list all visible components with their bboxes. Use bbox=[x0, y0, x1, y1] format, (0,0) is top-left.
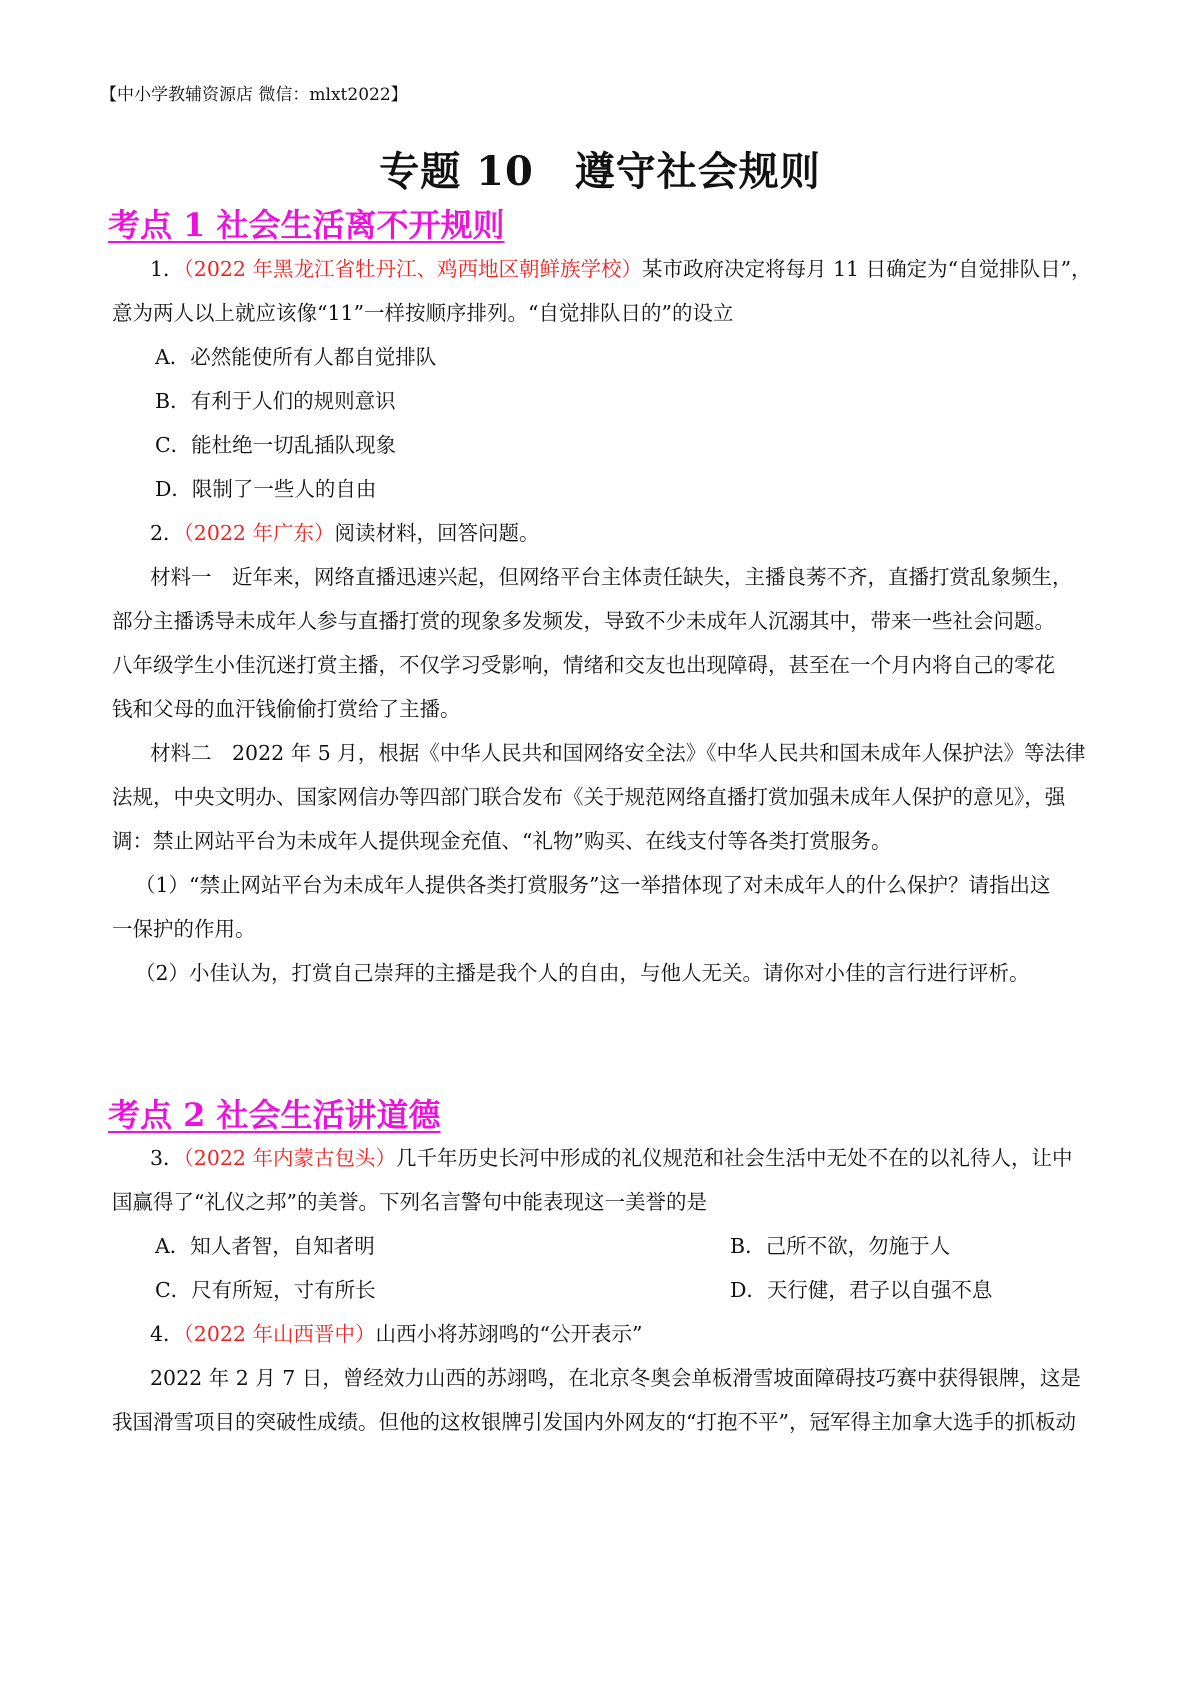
option-a: A．必然能使所有人都自觉排队 bbox=[155, 345, 437, 369]
question-4-paragraph: 2022 年 2 月 7 日，曾经效力山西的苏翊鸣，在北京冬奥会单板滑雪坡面障碍技巧赛中获得银牌，这是 bbox=[150, 1366, 1081, 1390]
option-a: A．知人者智，自知者明 bbox=[155, 1234, 375, 1258]
question-source: （2022 年山西晋中） bbox=[183, 1322, 376, 1346]
question-number: 4． bbox=[150, 1322, 184, 1346]
option-row bbox=[155, 1232, 1150, 1260]
material-2-line: 法规，中央文明办、国家网信办等四部门联合发布《关于规范网络直播打赏加强未成年人保护的意见》，强 bbox=[112, 785, 1066, 809]
question-2-line-1 bbox=[150, 519, 1105, 547]
question-stem: 山西小将苏翊鸣的“公开表示” bbox=[375, 1322, 643, 1346]
material-1-line: 部分主播诱导未成年人参与直播打赏的现象多发频发，导致不少未成年人沉溺其中，带来一些社会问题。 bbox=[112, 609, 1055, 633]
material-2-line: 调：禁止网站平台为未成年人提供现金充值、“礼物”购买、在线支付等各类打赏服务。 bbox=[112, 829, 892, 853]
question-stem: 阅读材料，回答问题。 bbox=[334, 521, 540, 545]
question-1-line-2: 意为两人以上就应该像“11”一样按顺序排列。“自觉排队日的”的设立 bbox=[112, 301, 734, 325]
material-1-line: 钱和父母的血汗钱偷偷打赏给了主播。 bbox=[112, 697, 461, 721]
option-c: C．尺有所短，寸有所长 bbox=[155, 1278, 376, 1302]
header-watermark: 【中小学教辅资源店 微信：mlxt2022】 bbox=[100, 85, 408, 105]
option-d: D．天行健，君子以自强不息 bbox=[730, 1278, 993, 1302]
sub-question-1-cont: 一保护的作用。 bbox=[112, 917, 256, 941]
material-2-line: 材料二 2022 年 5 月，根据《中华人民共和国网络安全法》《中华人民共和国未成年人保护法》等法律 bbox=[150, 741, 1086, 765]
option-row bbox=[155, 1276, 1150, 1304]
question-source: （2022 年黑龙江省牡丹江、鸡西地区朝鲜族学校） bbox=[183, 257, 642, 281]
question-1-line-1 bbox=[150, 255, 1105, 283]
option-b: B．己所不欲，勿施于人 bbox=[730, 1234, 951, 1258]
option-d: D．限制了一些人的自由 bbox=[155, 477, 377, 501]
section-heading-1: 考点 1 社会生活离不开规则 bbox=[108, 206, 505, 244]
option-b: B．有利于人们的规则意识 bbox=[155, 389, 396, 413]
question-4-paragraph: 我国滑雪项目的突破性成绩。但他的这枚银牌引发国内外网友的“打抱不平”，冠军得主加拿大选手的抓板动 bbox=[112, 1410, 1076, 1434]
section-heading-2: 考点 2 社会生活讲道德 bbox=[108, 1096, 441, 1134]
question-3-line-1 bbox=[150, 1144, 1105, 1172]
sub-question-2: （2）小佳认为，打赏自己崇拜的主播是我个人的自由，与他人无关。请你对小佳的言行进行评析。 bbox=[135, 961, 1030, 985]
option-c: C．能杜绝一切乱插队现象 bbox=[155, 433, 397, 457]
question-stem: 某市政府决定将每月 11 日确定为“自觉排队日”， bbox=[641, 257, 1092, 281]
question-4-line-1 bbox=[150, 1320, 1105, 1348]
page-title: 专题 10 遵守社会规则 bbox=[379, 148, 821, 195]
question-number: 1． bbox=[150, 257, 184, 281]
sub-question-1: （1）“禁止网站平台为未成年人提供各类打赏服务”这一举措体现了对未成年人的什么保护？请指出这 bbox=[135, 873, 1051, 897]
question-source: （2022 年内蒙古包头） bbox=[183, 1146, 396, 1170]
question-stem: 几千年历史长河中形成的礼仪规范和社会生活中无处不在的以礼待人，让中 bbox=[395, 1146, 1073, 1170]
question-3-line-2: 国赢得了“礼仪之邦”的美誉。下列名言警句中能表现这一美誉的是 bbox=[112, 1190, 707, 1214]
question-source: （2022 年广东） bbox=[183, 521, 335, 545]
question-number: 3． bbox=[150, 1146, 184, 1170]
material-1-line: 材料一 近年来，网络直播迅速兴起，但网络平台主体责任缺失，主播良莠不齐，直播打赏乱象频生， bbox=[150, 565, 1073, 589]
material-1-line: 八年级学生小佳沉迷打赏主播，不仅学习受影响，情绪和交友也出现障碍，甚至在一个月内将自己的零花 bbox=[112, 653, 1055, 677]
question-number: 2． bbox=[150, 521, 184, 545]
